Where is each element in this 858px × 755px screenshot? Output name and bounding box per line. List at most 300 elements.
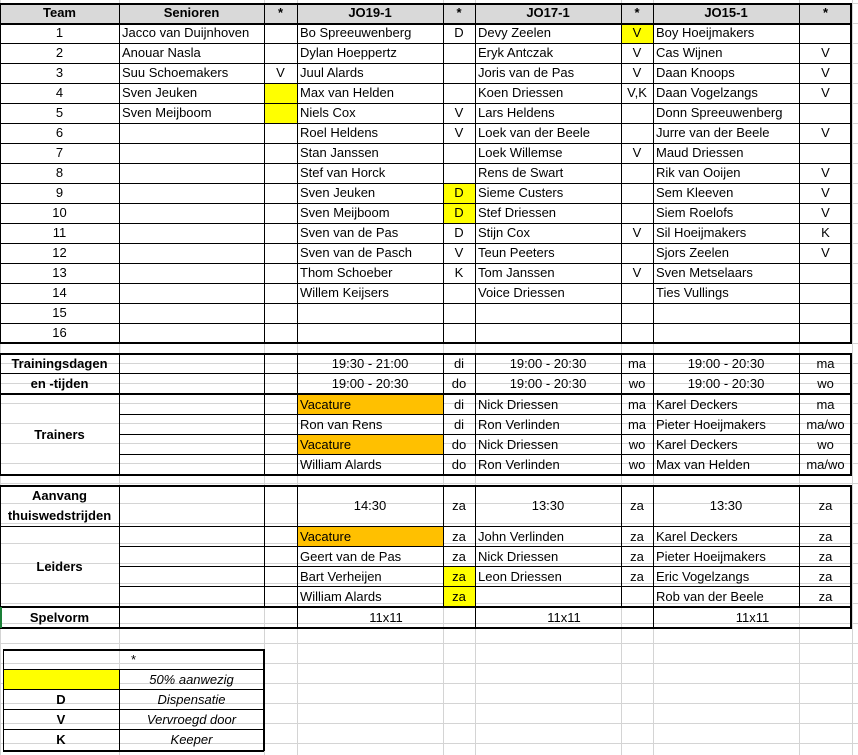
jo17-trainer[interactable]: Ron Verlinden xyxy=(478,417,560,432)
jo19-player[interactable]: Bo Spreeuwenberg xyxy=(300,25,412,40)
jo19-mark[interactable]: D xyxy=(454,25,464,40)
jo15-leider[interactable]: Rob van der Beele xyxy=(656,589,764,604)
team-number[interactable]: 7 xyxy=(55,145,64,160)
jo19-trainer[interactable]: William Alards xyxy=(300,457,382,472)
jo15-player[interactable]: Daan Knoops xyxy=(656,65,735,80)
border-v xyxy=(0,353,1,475)
jo15-leider[interactable]: Karel Deckers xyxy=(656,529,738,544)
jo15-trainer[interactable]: Karel Deckers xyxy=(656,397,738,412)
senioren-mark[interactable] xyxy=(264,103,297,123)
border-h xyxy=(0,243,852,244)
jo17-player[interactable]: Stijn Cox xyxy=(478,225,531,240)
jo17-player[interactable]: Rens de Swart xyxy=(478,165,564,180)
column-header[interactable]: Senioren xyxy=(119,3,264,23)
jo15-player[interactable]: Rik van Ooijen xyxy=(656,165,741,180)
jo15-mark[interactable] xyxy=(799,323,852,343)
jo17-leider[interactable]: John Verlinden xyxy=(478,529,565,544)
border-v xyxy=(475,353,476,475)
jo15-leider[interactable]: Pieter Hoeijmakers xyxy=(656,549,766,564)
jo15-mark[interactable]: V xyxy=(821,65,830,80)
jo19-mark[interactable] xyxy=(443,63,475,83)
jo15-trainer-day[interactable]: ma xyxy=(816,397,835,412)
jo19-leider[interactable]: Geert van de Pas xyxy=(300,549,402,564)
border-v xyxy=(443,3,444,343)
jo15-trainer-day[interactable]: wo xyxy=(817,437,834,452)
jo17-leider[interactable]: Nick Driessen xyxy=(478,549,559,564)
border-h xyxy=(3,689,264,690)
senioren-player[interactable] xyxy=(119,223,264,243)
team-number[interactable]: 3 xyxy=(55,65,64,80)
border-v xyxy=(297,3,298,343)
column-header[interactable]: JO19-1 xyxy=(297,3,443,23)
border-v xyxy=(799,3,800,343)
jo15-mark[interactable] xyxy=(799,103,852,123)
legend-v-text[interactable]: Vervroegd door xyxy=(146,712,237,727)
jo19-player[interactable]: Sven van de Pas xyxy=(300,225,399,240)
jo19-mark[interactable]: V xyxy=(454,125,464,140)
training-label-2: en -tijden xyxy=(30,376,89,391)
column-header[interactable]: JO17-1 xyxy=(475,3,621,23)
gridline-v xyxy=(852,0,853,755)
jo17-trainer-day[interactable]: wo xyxy=(628,437,646,452)
border-h xyxy=(119,586,852,587)
jo17-mark[interactable] xyxy=(621,243,653,263)
legend-d-key[interactable]: D xyxy=(56,692,66,707)
jo17-player[interactable]: Koen Driessen xyxy=(478,85,564,100)
senioren-player[interactable] xyxy=(119,283,264,303)
jo19-player[interactable]: Sven Jeuken xyxy=(300,185,376,200)
jo17-player[interactable]: Devy Zeelen xyxy=(478,25,551,40)
senioren-player[interactable] xyxy=(119,123,264,143)
jo17-mark[interactable]: V xyxy=(632,45,642,60)
jo15-player[interactable]: Donn Spreeuwenberg xyxy=(656,105,783,120)
border-h xyxy=(0,373,852,374)
jo17-training-day[interactable]: ma xyxy=(627,356,647,371)
jo17-trainer-day[interactable]: ma xyxy=(627,417,647,432)
team-number[interactable]: 1 xyxy=(55,25,64,40)
border-v xyxy=(119,607,120,628)
border-h xyxy=(0,393,852,395)
team-number[interactable]: 5 xyxy=(55,105,64,120)
senioren-mark[interactable] xyxy=(264,23,297,43)
border-h xyxy=(0,342,852,344)
jo17-mark[interactable] xyxy=(621,123,653,143)
senioren-mark[interactable] xyxy=(264,223,297,243)
jo19-trainer[interactable]: Vacature xyxy=(297,435,443,455)
trainers-label: Trainers xyxy=(34,427,85,442)
senioren-player[interactable] xyxy=(119,303,264,323)
legend-yellow-swatch[interactable] xyxy=(3,670,119,690)
jo15-trainer-day[interactable]: ma/wo xyxy=(806,417,845,432)
border-v xyxy=(799,353,800,475)
jo17-mark[interactable] xyxy=(621,303,653,323)
jo15-mark[interactable]: V xyxy=(821,205,830,220)
legend-v-key[interactable]: V xyxy=(56,712,66,727)
senioren-player[interactable] xyxy=(119,183,264,203)
jo15-spelvorm[interactable]: 11x11 xyxy=(735,610,770,625)
jo19-mark[interactable] xyxy=(443,283,475,303)
aanvang-label-2: thuiswedstrijden xyxy=(7,508,112,523)
jo17-player[interactable]: Teun Peeters xyxy=(478,245,555,260)
jo15-player[interactable] xyxy=(653,323,799,343)
jo17-mark[interactable]: V,K xyxy=(627,85,647,100)
border-h xyxy=(0,3,852,5)
senioren-player[interactable]: Sven Jeuken xyxy=(122,85,198,100)
jo17-player[interactable] xyxy=(475,303,621,323)
border-h xyxy=(3,709,264,710)
jo15-mark[interactable] xyxy=(799,283,852,303)
jo17-spelvorm[interactable]: 11x11 xyxy=(547,610,581,625)
jo19-player[interactable]: Thom Schoeber xyxy=(300,265,393,280)
jo15-mark[interactable] xyxy=(799,263,852,283)
jo15-kickoff-day[interactable]: za xyxy=(818,498,833,513)
jo17-mark[interactable] xyxy=(621,283,653,303)
border-v xyxy=(443,353,444,475)
border-v xyxy=(799,485,800,607)
jo19-player[interactable] xyxy=(297,323,443,343)
jo15-mark[interactable]: V xyxy=(821,125,830,140)
jo19-mark[interactable]: V xyxy=(454,245,464,260)
jo19-mark[interactable] xyxy=(443,143,475,163)
jo15-player[interactable]: Siem Roelofs xyxy=(656,205,734,220)
border-h xyxy=(119,414,852,415)
team-number[interactable]: 15 xyxy=(52,305,67,320)
border-h xyxy=(0,63,852,64)
senioren-player[interactable]: Jacco van Duijnhoven xyxy=(122,25,250,40)
jo19-player[interactable]: Sven Meijboom xyxy=(300,205,390,220)
jo15-leider-day[interactable]: za xyxy=(818,589,833,604)
senioren-mark[interactable] xyxy=(264,183,297,203)
jo17-player[interactable]: Sieme Custers xyxy=(478,185,564,200)
border-h xyxy=(0,474,852,476)
jo17-training-time[interactable]: 19:00 - 20:30 xyxy=(509,376,587,391)
jo17-mark[interactable] xyxy=(621,183,653,203)
jo17-mark[interactable]: V xyxy=(632,225,642,240)
jo17-mark[interactable] xyxy=(621,163,653,183)
border-h xyxy=(0,303,852,304)
border-h xyxy=(0,353,852,355)
senioren-mark[interactable] xyxy=(264,143,297,163)
leiders-label: Leiders xyxy=(36,559,83,574)
border-h xyxy=(119,454,852,455)
jo15-trainer[interactable]: Pieter Hoeijmakers xyxy=(656,417,766,432)
legend-k-key[interactable]: K xyxy=(56,732,66,747)
jo19-trainer[interactable]: Vacature xyxy=(297,395,443,415)
senioren-mark[interactable] xyxy=(264,203,297,223)
jo17-leider[interactable]: Leon Driessen xyxy=(478,569,562,584)
jo17-player[interactable] xyxy=(475,323,621,343)
senioren-mark[interactable] xyxy=(264,43,297,63)
senioren-player[interactable]: Sven Meijboom xyxy=(122,105,212,120)
border-v xyxy=(621,3,622,343)
jo17-mark[interactable]: V xyxy=(632,65,642,80)
team-number[interactable]: 4 xyxy=(55,85,64,100)
jo15-mark[interactable]: V xyxy=(821,45,830,60)
jo19-mark[interactable] xyxy=(443,83,475,103)
spelvorm-label: Spelvorm xyxy=(29,610,90,625)
jo17-kickoff-day[interactable]: za xyxy=(630,498,644,513)
team-number[interactable]: 9 xyxy=(55,185,64,200)
jo19-leider[interactable]: Bart Verheijen xyxy=(300,569,382,584)
jo19-training-day[interactable]: do xyxy=(451,376,467,391)
jo19-trainer-day[interactable]: do xyxy=(451,437,467,452)
team-number[interactable]: 8 xyxy=(55,165,64,180)
border-v xyxy=(119,669,120,751)
senioren-player[interactable] xyxy=(119,263,264,283)
border-h xyxy=(0,203,852,204)
team-number[interactable]: 10 xyxy=(52,205,67,220)
senioren-player[interactable] xyxy=(119,163,264,183)
jo19-mark[interactable]: K xyxy=(454,265,464,280)
jo15-player[interactable]: Sven Metselaars xyxy=(656,265,753,280)
jo19-kickoff-day[interactable]: za xyxy=(452,498,466,513)
jo17-player[interactable]: Stef Driessen xyxy=(478,205,557,220)
legend-yellow-text[interactable]: 50% aanwezig xyxy=(149,672,234,687)
jo15-player[interactable]: Sem Kleeven xyxy=(656,185,734,200)
jo17-leider[interactable] xyxy=(475,587,621,607)
jo15-leider-day[interactable]: za xyxy=(818,529,833,544)
jo15-mark[interactable] xyxy=(799,23,852,43)
border-v xyxy=(264,353,265,475)
jo17-leider-day[interactable] xyxy=(621,587,653,607)
jo15-player[interactable]: Ties Vullings xyxy=(656,285,729,300)
border-v xyxy=(263,649,265,751)
jo15-trainer[interactable]: Karel Deckers xyxy=(656,437,738,452)
senioren-mark[interactable] xyxy=(264,263,297,283)
jo19-spelvorm[interactable]: 11x11 xyxy=(369,610,403,625)
border-v xyxy=(3,649,4,751)
jo19-mark[interactable]: V xyxy=(454,105,464,120)
jo19-leider-day[interactable]: za xyxy=(452,529,466,544)
border-v xyxy=(0,3,1,343)
jo19-trainer-day[interactable]: do xyxy=(451,457,467,472)
jo15-leider-day[interactable]: za xyxy=(818,569,833,584)
jo19-player[interactable]: Sven van de Pasch xyxy=(300,245,413,260)
border-v xyxy=(297,607,298,628)
jo17-mark[interactable] xyxy=(621,323,653,343)
jo17-mark[interactable] xyxy=(621,203,653,223)
jo17-trainer[interactable]: Ron Verlinden xyxy=(478,457,560,472)
border-v xyxy=(850,485,852,628)
senioren-player[interactable] xyxy=(119,203,264,223)
jo15-player[interactable]: Daan Vogelzangs xyxy=(656,85,758,100)
jo19-leider[interactable]: Vacature xyxy=(297,527,443,547)
border-h xyxy=(0,263,852,264)
jo19-player[interactable]: Stan Janssen xyxy=(300,145,379,160)
border-v xyxy=(621,353,622,475)
senioren-mark[interactable] xyxy=(264,303,297,323)
jo19-mark[interactable]: D xyxy=(443,203,475,223)
jo17-leider-day[interactable]: za xyxy=(630,529,644,544)
border-h xyxy=(119,434,852,435)
border-v xyxy=(297,485,298,607)
jo19-mark[interactable] xyxy=(443,323,475,343)
jo15-training-time[interactable]: 19:00 - 20:30 xyxy=(687,356,765,371)
jo15-mark[interactable]: V xyxy=(821,245,830,260)
border-h xyxy=(0,83,852,84)
jo19-player[interactable]: Roel Heldens xyxy=(300,125,379,140)
jo19-training-time[interactable]: 19:00 - 20:30 xyxy=(331,376,409,391)
border-v xyxy=(475,607,476,628)
jo15-player[interactable]: Sil Hoeijmakers xyxy=(656,225,747,240)
border-v xyxy=(264,3,265,343)
senioren-mark[interactable] xyxy=(264,83,297,103)
senioren-mark[interactable] xyxy=(264,283,297,303)
senioren-player[interactable]: Anouar Nasla xyxy=(122,45,201,60)
border-h xyxy=(0,323,852,324)
senioren-mark[interactable] xyxy=(264,163,297,183)
border-h xyxy=(3,669,264,670)
border-v xyxy=(621,485,622,607)
border-h xyxy=(0,606,852,608)
jo17-leider-day[interactable]: za xyxy=(630,549,644,564)
team-number[interactable]: 16 xyxy=(52,325,67,340)
jo19-player[interactable]: Juul Alards xyxy=(300,65,364,80)
border-v xyxy=(443,485,444,607)
jo19-leider-day[interactable]: za xyxy=(443,567,475,587)
team-number[interactable]: 13 xyxy=(52,265,67,280)
column-header[interactable]: * xyxy=(621,3,653,23)
jo19-trainer-day[interactable]: di xyxy=(453,397,465,412)
border-h xyxy=(0,43,852,44)
border-h xyxy=(119,546,852,547)
jo19-player[interactable]: Willem Keijsers xyxy=(300,285,389,300)
jo15-kickoff[interactable]: 13:30 xyxy=(709,498,743,513)
team-number[interactable]: 2 xyxy=(55,45,64,60)
jo19-mark[interactable] xyxy=(443,43,475,63)
border-h xyxy=(0,123,852,124)
jo15-mark[interactable] xyxy=(799,303,852,323)
jo17-leider-day[interactable]: za xyxy=(630,569,644,584)
border-v xyxy=(297,353,298,475)
green-edge xyxy=(0,607,2,628)
jo17-trainer[interactable]: Nick Driessen xyxy=(478,437,559,452)
jo17-player[interactable]: Voice Driessen xyxy=(478,285,565,300)
jo19-mark[interactable]: D xyxy=(443,183,475,203)
jo19-leider-day[interactable]: za xyxy=(443,587,475,607)
jo15-player[interactable]: Boy Hoeijmakers xyxy=(656,25,755,40)
jo15-player[interactable]: Maud Driessen xyxy=(656,145,744,160)
jo19-player[interactable]: Niels Cox xyxy=(300,105,356,120)
border-h xyxy=(0,23,852,25)
jo17-mark[interactable] xyxy=(621,103,653,123)
jo19-player[interactable]: Dylan Hoeppertz xyxy=(300,45,397,60)
jo17-player[interactable]: Lars Heldens xyxy=(478,105,555,120)
jo19-trainer-day[interactable]: di xyxy=(453,417,465,432)
jo19-training-day[interactable]: di xyxy=(453,356,465,371)
team-number[interactable]: 6 xyxy=(55,125,64,140)
jo17-mark[interactable]: V xyxy=(632,145,642,160)
jo19-kickoff[interactable]: 14:30 xyxy=(353,498,387,513)
border-h xyxy=(0,163,852,164)
legend-d-text[interactable]: Dispensatie xyxy=(157,692,226,707)
jo17-kickoff[interactable]: 13:30 xyxy=(531,498,565,513)
senioren-mark[interactable]: V xyxy=(276,65,285,80)
jo17-player[interactable]: Tom Janssen xyxy=(478,265,555,280)
jo17-mark[interactable]: V xyxy=(621,23,653,43)
column-header[interactable]: * xyxy=(443,3,475,23)
senioren-player[interactable] xyxy=(119,243,264,263)
team-number[interactable]: 14 xyxy=(52,285,67,300)
jo15-player[interactable]: Cas Wijnen xyxy=(656,45,723,60)
column-header[interactable]: Team xyxy=(0,3,119,23)
jo19-trainer[interactable]: Ron van Rens xyxy=(300,417,383,432)
jo17-trainer-day[interactable]: wo xyxy=(628,457,646,472)
jo17-training-time[interactable]: 19:00 - 20:30 xyxy=(509,356,587,371)
jo19-player[interactable]: Max van Helden xyxy=(300,85,394,100)
jo15-mark[interactable]: V xyxy=(821,85,830,100)
jo19-leider-day[interactable]: za xyxy=(452,549,466,564)
senioren-mark[interactable] xyxy=(264,323,297,343)
jo15-mark[interactable]: K xyxy=(821,225,830,240)
jo19-player[interactable]: Stef van Horck xyxy=(300,165,386,180)
column-header[interactable]: * xyxy=(264,3,297,23)
jo15-mark[interactable] xyxy=(799,143,852,163)
border-h xyxy=(0,283,852,284)
jo19-mark[interactable] xyxy=(443,303,475,323)
jo19-mark[interactable] xyxy=(443,163,475,183)
column-header[interactable]: JO15-1 xyxy=(653,3,799,23)
jo15-player[interactable]: Jurre van der Beele xyxy=(656,125,770,140)
border-v xyxy=(119,3,120,343)
border-h xyxy=(0,223,852,224)
jo17-player[interactable]: Eryk Antczak xyxy=(478,45,554,60)
border-h xyxy=(0,485,852,487)
jo17-player[interactable]: Loek Willemse xyxy=(478,145,563,160)
jo15-leider-day[interactable]: za xyxy=(818,549,833,564)
jo19-mark[interactable]: D xyxy=(454,225,464,240)
border-h xyxy=(3,729,264,730)
senioren-player[interactable] xyxy=(119,143,264,163)
jo15-leider[interactable]: Eric Vogelzangs xyxy=(656,569,750,584)
jo15-trainer-day[interactable]: ma/wo xyxy=(806,457,845,472)
jo15-mark[interactable]: V xyxy=(821,185,830,200)
gridline-h xyxy=(0,483,858,484)
jo17-mark[interactable]: V xyxy=(632,265,642,280)
jo15-training-time[interactable]: 19:00 - 20:30 xyxy=(687,376,765,391)
jo15-training-day[interactable]: ma xyxy=(816,356,835,371)
jo17-training-day[interactable]: wo xyxy=(628,376,646,391)
senioren-mark[interactable] xyxy=(264,243,297,263)
jo17-trainer[interactable]: Nick Driessen xyxy=(478,397,559,412)
jo15-training-day[interactable]: wo xyxy=(817,376,834,391)
column-header[interactable]: * xyxy=(799,3,852,23)
border-h xyxy=(0,627,852,629)
jo19-training-time[interactable]: 19:30 - 21:00 xyxy=(331,356,409,371)
jo19-leider[interactable]: William Alards xyxy=(300,589,382,604)
jo15-trainer[interactable]: Max van Helden xyxy=(656,457,750,472)
jo19-player[interactable] xyxy=(297,303,443,323)
jo17-player[interactable]: Joris van de Pas xyxy=(478,65,575,80)
jo15-player[interactable] xyxy=(653,303,799,323)
border-v xyxy=(475,3,476,343)
team-number[interactable]: 11 xyxy=(52,225,67,240)
jo15-player[interactable]: Sjors Zeelen xyxy=(656,245,729,260)
border-h xyxy=(3,649,264,651)
legend-star[interactable]: * xyxy=(130,652,137,667)
senioren-mark[interactable] xyxy=(264,123,297,143)
team-number[interactable]: 12 xyxy=(52,245,67,260)
senioren-player[interactable]: Suu Schoemakers xyxy=(122,65,229,80)
border-v xyxy=(850,3,852,343)
jo17-trainer-day[interactable]: ma xyxy=(627,397,647,412)
legend-k-text[interactable]: Keeper xyxy=(170,732,213,747)
jo15-mark[interactable]: V xyxy=(821,165,830,180)
jo17-player[interactable]: Loek van der Beele xyxy=(478,125,591,140)
border-v xyxy=(119,485,120,607)
border-v xyxy=(475,485,476,607)
senioren-player[interactable] xyxy=(119,323,264,343)
